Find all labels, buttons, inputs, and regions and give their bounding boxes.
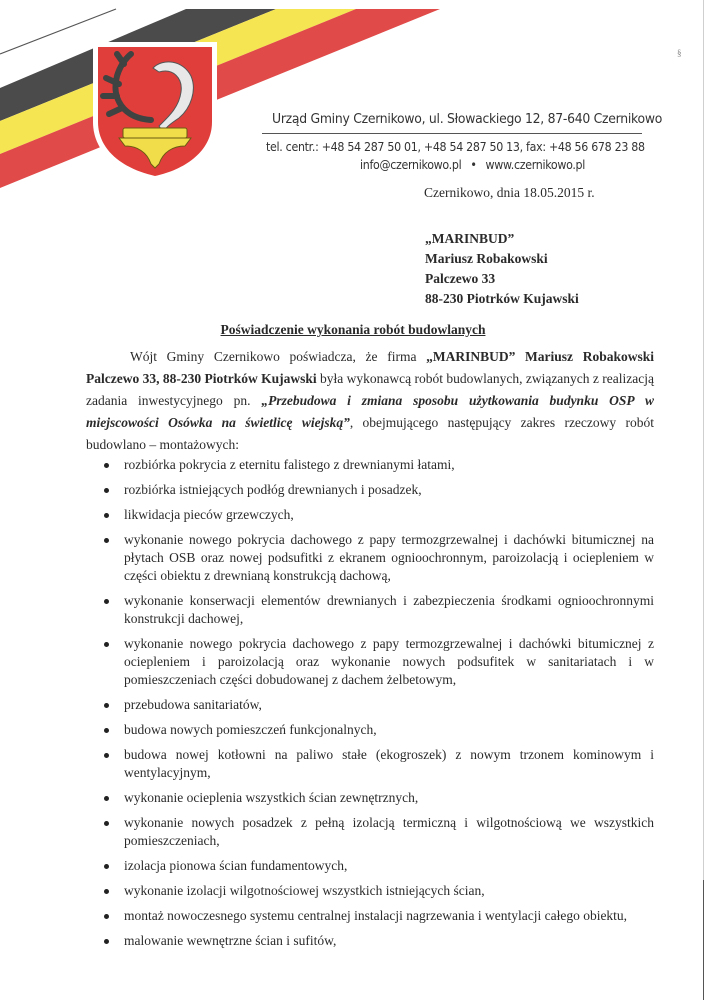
scope-item-text: izolacja pionowa ścian fundamentowych, — [124, 858, 348, 873]
bullet-icon — [104, 728, 109, 733]
bullet-icon — [104, 889, 109, 894]
intro-text-1: Wójt Gminy Czernikowo poświadcza, że firma — [130, 349, 427, 364]
website-link[interactable]: www.czernikowo.pl — [485, 158, 586, 172]
bullet-icon — [104, 703, 109, 708]
scope-list-item — [86, 746, 654, 782]
scope-list-item — [86, 814, 654, 850]
recipient-street: Palczewo 33 — [425, 271, 496, 286]
office-address: Urząd Gminy Czernikowo, ul. Słowackiego 12, 87-640 Czernikowo — [272, 111, 663, 127]
intro-text-2: była wykonawcą robót budowlanych, związanych z realizacją zadania inwestycyjnego pn. — [86, 371, 654, 408]
scope-list-item — [86, 907, 654, 925]
scope-item-text: rozbiórka istniejących podłóg drewnianych i posadzek, — [124, 482, 422, 497]
scope-item-text: montaż nowoczesnego systemu centralnej instalacji nagrzewania i wentylacji całego obiektu, — [124, 908, 628, 923]
scope-list-item — [86, 882, 654, 900]
scope-list-item — [86, 857, 654, 875]
bullet-icon — [104, 488, 109, 493]
municipality-crest-logo — [93, 42, 217, 182]
bullet-icon — [104, 599, 109, 604]
scope-item-text: wykonanie konserwacji elementów drewnianych i zabezpieczenia środkami ognioochronnymi konstrukcji dachowej, — [124, 593, 654, 626]
document-title: Poświadczenie wykonania robót budowlanych — [220, 322, 486, 337]
intro-paragraph — [86, 346, 654, 456]
scope-item-text: wykonanie nowego pokrycia dachowego z papy termozgrzewalnej i dachówki bitumicznej z ociepleniem i paroizolacją oraz wykonanie nowych podsufitek w sanitariatach i w pomieszczeniach części dobudowanej z dachem żelbetowym, — [124, 636, 654, 687]
bullet-icon — [104, 821, 109, 826]
scope-item-text: budowa nowych pomieszczeń funkcjonalnych, — [124, 722, 377, 737]
scope-list-item — [86, 481, 654, 499]
recipient-name: Mariusz Robakowski — [425, 251, 548, 266]
bullet-icon — [104, 538, 109, 543]
date-line: Czernikowo, dnia 18.05.2015 r. — [424, 185, 595, 200]
scope-list-item — [86, 506, 654, 524]
scope-item-text: wykonanie izolacji wilgotnościowej wszystkich istniejących ścian, — [124, 883, 485, 898]
bullet-icon — [104, 753, 109, 758]
scope-list-item — [86, 721, 654, 739]
bullet-icon — [104, 463, 109, 468]
scope-item-text: malowanie wewnętrzne ścian i sufitów, — [124, 933, 337, 948]
page-edge-shadow — [703, 880, 704, 1000]
scope-list-item — [86, 635, 654, 689]
bullet-icon — [104, 939, 109, 944]
recipient-address — [425, 229, 579, 309]
scope-item-text: likwidacja pieców grzewczych, — [124, 507, 294, 522]
bullet-icon — [104, 796, 109, 801]
scope-item-text: wykonanie nowego pokrycia dachowego z papy termozgrzewalnej i dachówki bitumicznej na płytach OSB oraz nowej podsufitki z ekranem ognioochronnym, paroizolacją i ociepleniem w części obiektu z drewnianą konstrukcją dachową, — [124, 532, 654, 583]
scope-item-text: przebudowa sanitariatów, — [124, 697, 262, 712]
contact-phones: tel. centr.: +48 54 287 50 01, +48 54 287 50 13, fax: +48 56 678 23 88 — [266, 140, 645, 154]
scan-speck: § — [677, 48, 682, 58]
separator-dot: • — [470, 158, 477, 172]
bullet-icon — [104, 914, 109, 919]
contact-web — [360, 158, 585, 172]
header-divider — [262, 133, 642, 134]
recipient-company: „MARINBUD” — [425, 231, 515, 246]
scope-list-item — [86, 456, 654, 474]
bullet-icon — [104, 864, 109, 869]
scope-list — [86, 456, 654, 957]
scope-item-text: wykonanie ocieplenia wszystkich ścian zewnętrznych, — [124, 790, 419, 805]
scope-list-item — [86, 932, 654, 950]
scope-list-item — [86, 696, 654, 714]
scope-list-item — [86, 592, 654, 628]
project-name: „Przebudowa i zmiana sposobu użytkowania budynku OSP w miejscowości Osówka na świetlicę wiejską” — [86, 393, 654, 430]
scope-item-text: rozbiórka pokrycia z eternitu falistego z drewnianymi łatami, — [124, 457, 455, 472]
bullet-icon — [104, 642, 109, 647]
scope-list-item — [86, 531, 654, 585]
bullet-icon — [104, 513, 109, 518]
scope-list-item — [86, 789, 654, 807]
intro-text-3: , obejmującego następujący zakres rzeczowy robót budowlano – montażowych: — [86, 415, 654, 452]
email-link[interactable]: info@czernikowo.pl — [360, 158, 462, 172]
recipient-city: 88-230 Piotrków Kujawski — [425, 291, 579, 306]
contractor-details: „MARINBUD” Mariusz Robakowski Palczewo 33, 88-230 Piotrków Kujawski — [86, 349, 654, 386]
scope-item-text: wykonanie nowych posadzek z pełną izolacją termiczną i wilgotnościową we wszystkich pomieszczeniach, — [124, 815, 654, 848]
scope-item-text: budowa nowej kotłowni na paliwo stałe (ekogroszek) z nowym trzonem kominowym i wentylacyjnym, — [124, 747, 654, 780]
page-edge — [703, 0, 704, 1000]
